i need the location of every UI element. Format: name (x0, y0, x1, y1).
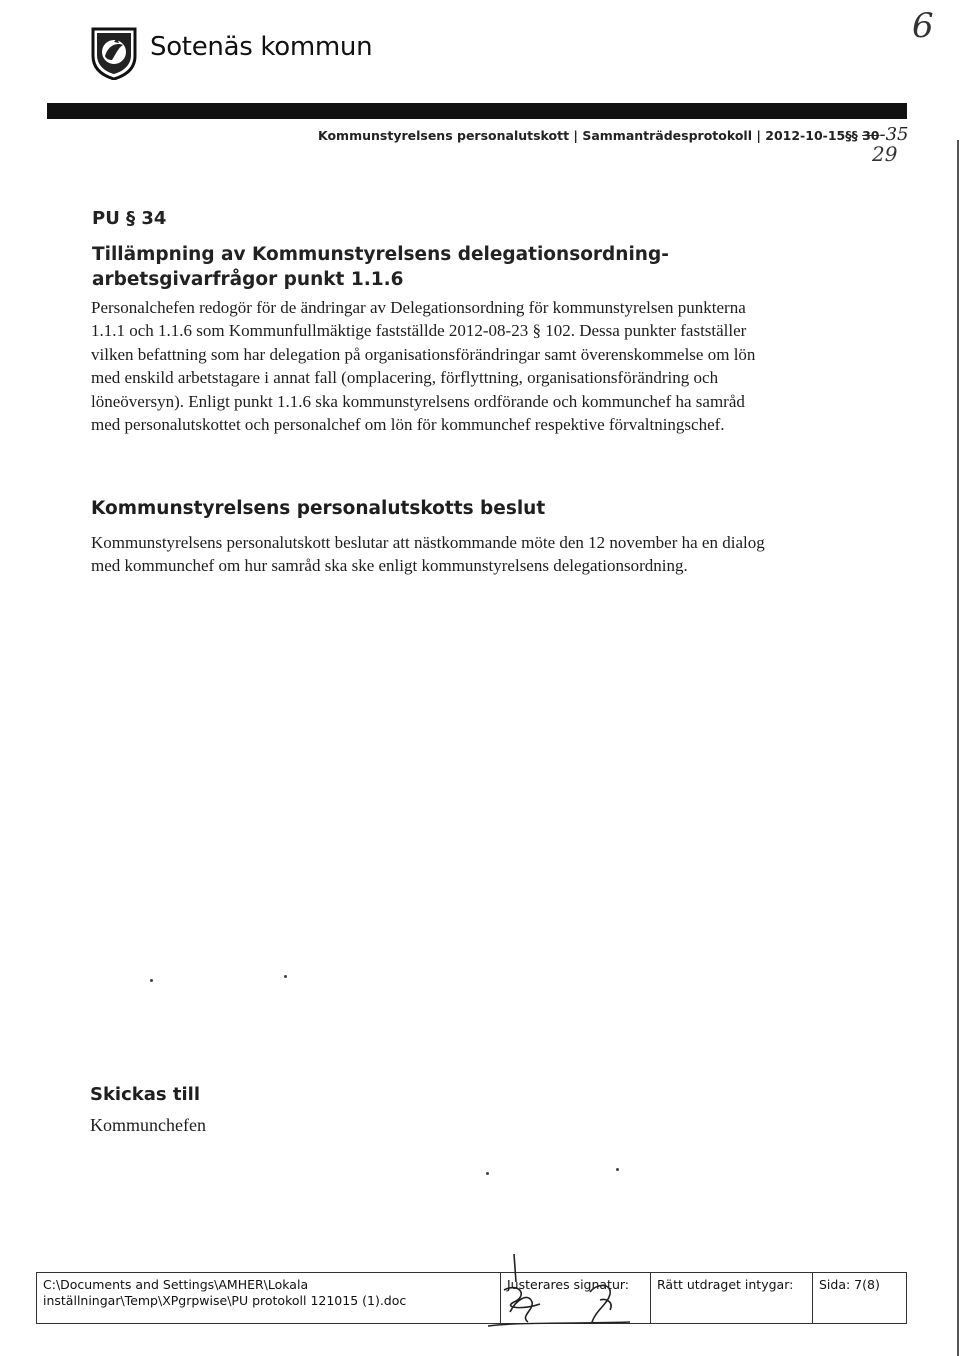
file-path-line: C:\Documents and Settings\AMHER\Lokala (43, 1277, 309, 1292)
scan-speck (486, 1172, 489, 1175)
signatures-label: Justerares signatur: (507, 1277, 630, 1292)
text-line: Kommunstyrelsens personalutskott beslutar att nästkommande möte den 12 november ha en dialog (91, 533, 765, 552)
text-line: löneöversyn). Enligt punkt 1.1.6 ska kommunstyrelsens ordförande och kommunchef ha samråd (91, 391, 745, 411)
scan-speck (284, 975, 287, 978)
paragraph-number: PU § 34 (92, 208, 167, 229)
meta-handwritten-range: -35 (879, 124, 909, 145)
handwritten-number: 29 (872, 142, 898, 166)
handwritten-signature (480, 1252, 650, 1332)
text-line: Personalchefen redogör för de ändringar av Delegationsordning för kommunstyrelsen punkterna (91, 298, 746, 317)
text-line: vilken befattning som har delegation på organisationsförändringar samt överenskommelse om lön (91, 344, 756, 364)
org-name: Sotenäs kommun (150, 32, 373, 62)
intro-paragraph (91, 296, 851, 436)
decision-heading: Kommunstyrelsens personalutskotts beslut (91, 498, 546, 519)
distribution-recipient: Kommunchefen (90, 1115, 206, 1135)
file-path-line: inställningar\Temp\XPgrpwise\PU protokoll 121015 (1).doc (43, 1293, 407, 1308)
footer-page-cell (813, 1273, 906, 1323)
page-label: Sida: 7(8) (819, 1277, 880, 1292)
header-rule (47, 103, 907, 119)
title-line: Tillämpning av Kommunstyrelsens delegationsordning- (92, 244, 669, 265)
scan-speck (150, 979, 153, 982)
scan-speck (616, 1168, 619, 1171)
meta-prefix: Kommunstyrelsens personalutskott | Sammanträdesprotokoll | 2012-10-15§§ (318, 128, 863, 143)
protocol-meta-line (318, 124, 908, 145)
title-line: arbetsgivarfrågor punkt 1.1.6 (92, 269, 404, 290)
footer-certified-cell (651, 1273, 813, 1323)
text-line: med personalutskottet och personalchef om lön för kommunchef respektive förvaltningschef. (91, 415, 725, 435)
text-line: med kommunchef om hur samråd ska ske enligt kommunstyrelsens delegationsordning. (91, 556, 688, 576)
footer-file-path (37, 1273, 501, 1323)
meta-struck-number: 30 (862, 128, 880, 143)
text-line: med enskild arbetstagare i annat fall (omplacering, förflyttning, organisationsförändring och (91, 368, 719, 388)
scan-edge-line (957, 140, 959, 1356)
section-title (92, 242, 712, 292)
decision-paragraph (91, 531, 851, 578)
municipality-logo (90, 26, 138, 80)
distribution-heading: Skickas till (90, 1084, 200, 1105)
footer-table (36, 1272, 907, 1324)
certified-label: Rätt utdraget intygar: (657, 1277, 794, 1292)
text-line: 1.1.1 och 1.1.6 som Kommunfullmäktige fastställde 2012-08-23 § 102. Dessa punkter fastställer (91, 321, 747, 341)
handwritten-page-mark: 6 (912, 6, 934, 46)
